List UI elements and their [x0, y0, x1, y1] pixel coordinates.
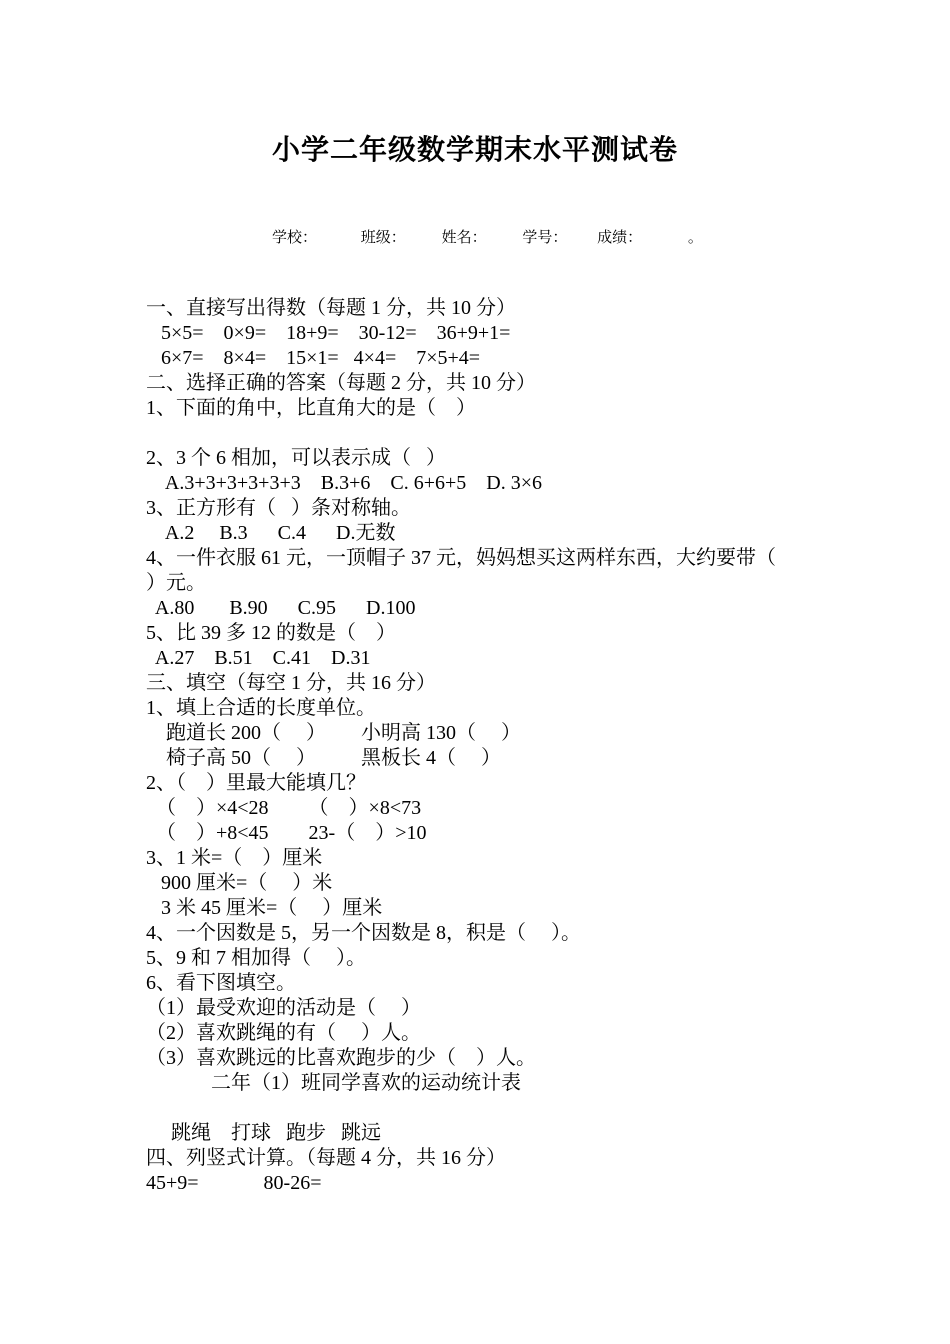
question-3-3-row-1: 900 厘米=（ ）米	[146, 872, 333, 894]
page-title: 小学二年级数学期末水平测试卷	[271, 133, 678, 166]
question-2-1: 1、下面的角中，比直角大的是（ ）	[146, 397, 476, 419]
section-1-heading: 一、直接写出得数（每题 1 分，共 10 分）	[146, 297, 516, 319]
question-3-4: 4、一个因数是 5，另一个因数是 8，积是（ ）。	[146, 922, 581, 944]
question-2-4-cont: ）元。	[146, 572, 206, 594]
question-3-3-row-2: 3 米 45 厘米=（ ）厘米	[146, 897, 383, 919]
question-3-2: 2、（ ）里最大能填几？	[146, 772, 366, 794]
question-3-6-part-2: （2）喜欢跳绳的有（ ）人。	[146, 1022, 421, 1044]
section-2-heading: 二、选择正确的答案（每题 2 分，共 10 分）	[146, 372, 536, 394]
score-label: 成绩：	[597, 228, 643, 246]
question-2-3-options: A.2 B.3 C.4 D.无数	[146, 522, 396, 544]
question-2-5-options: A.27 B.51 C.41 D.31	[146, 647, 371, 669]
question-3-1: 1、填上合适的长度单位。	[146, 697, 376, 719]
question-3-5: 5、9 和 7 相加得（ ）。	[146, 947, 366, 969]
stats-table-categories: 跳绳 打球 跑步 跳远	[146, 1122, 381, 1144]
question-3-3: 3、1 米=（ ）厘米	[146, 847, 323, 869]
arithmetic-row-2: 6×7= 8×4= 15×1= 4×4= 7×5+4=	[146, 347, 481, 369]
question-3-6: 6、看下图填空。	[146, 972, 296, 994]
question-2-2-options: A.3+3+3+3+3+3 B.3+6 C. 6+6+5 D. 3×6	[146, 472, 542, 494]
arithmetic-row-1: 5×5= 0×9= 18+9= 30-12= 36+9+1=	[146, 322, 511, 344]
info-end-mark: 。	[687, 228, 703, 246]
question-3-2-row-1: （ ）×4<28 （ ）×8<73	[146, 797, 422, 819]
question-3-6-part-3: （3）喜欢跳远的比喜欢跑步的少（ ）人。	[146, 1047, 536, 1069]
question-2-4: 4、一件衣服 61 元，一顶帽子 37 元，妈妈想买这两样东西，大约要带（	[146, 547, 776, 569]
question-3-2-row-2: （ ）+8<45 23-（ ）>10	[146, 822, 427, 844]
question-2-2: 2、3 个 6 相加，可以表示成（ ）	[146, 447, 446, 469]
question-3-1-row-2: 椅子高 50（ ） 黑板长 4（ ）	[146, 747, 501, 769]
question-3-1-row-1: 跑道长 200（ ） 小明高 130（ ）	[146, 722, 521, 744]
question-2-3: 3、正方形有（ ）条对称轴。	[146, 497, 411, 519]
student-number-label: 学号：	[522, 228, 568, 246]
section-4-heading: 四、列竖式计算。（每题 4 分，共 16 分）	[146, 1147, 506, 1169]
question-2-5: 5、比 39 多 12 的数是（ ）	[146, 622, 396, 644]
name-label: 姓名：	[441, 228, 487, 246]
class-label: 班级：	[360, 228, 406, 246]
school-label: 学校：	[272, 228, 318, 246]
student-info-row	[272, 226, 703, 247]
section-3-heading: 三、填空（每空 1 分，共 16 分）	[146, 672, 436, 694]
vertical-calc-row-1: 45+9= 80-26=	[146, 1172, 322, 1194]
stats-table-title: 二年（1）班同学喜欢的运动统计表	[146, 1072, 521, 1094]
question-2-4-options: A.80 B.90 C.95 D.100	[146, 597, 416, 619]
question-3-6-part-1: （1）最受欢迎的活动是（ ）	[146, 997, 421, 1019]
